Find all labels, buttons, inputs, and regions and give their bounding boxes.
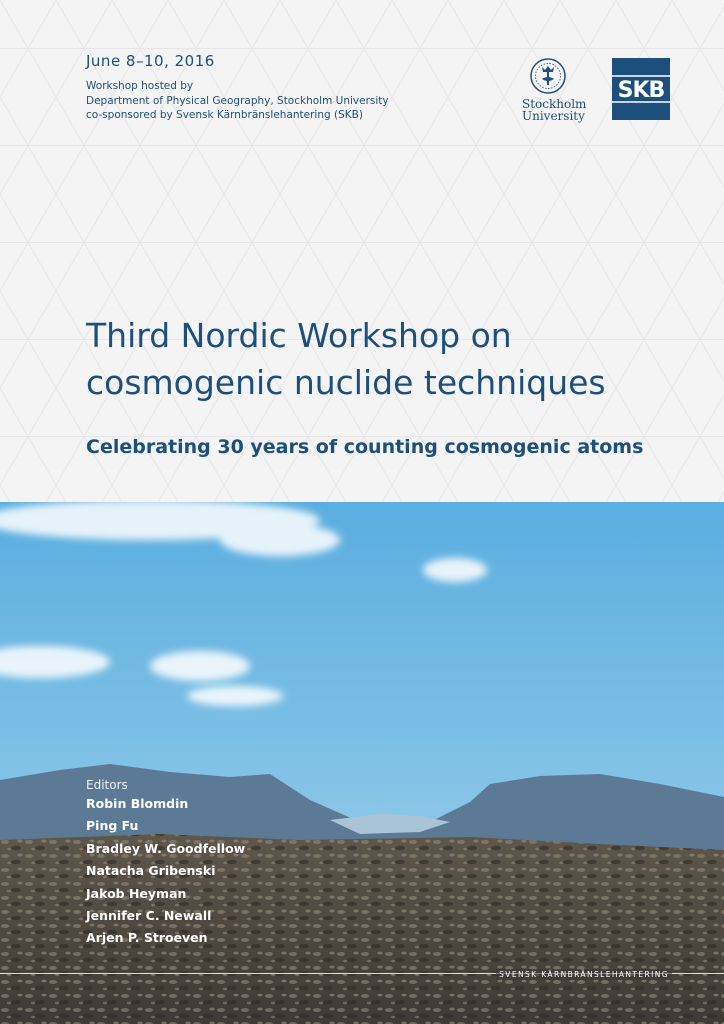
host-line: Workshop hosted by bbox=[86, 80, 194, 92]
university-name-line: University bbox=[522, 109, 585, 123]
skb-logo-text: SKB bbox=[617, 78, 665, 103]
page-subtitle: Celebrating 30 years of counting cosmogenic atoms bbox=[86, 436, 644, 458]
university-name-line: Stockholm bbox=[522, 97, 587, 111]
editor-name: Robin Blomdin bbox=[86, 796, 189, 811]
university-name bbox=[522, 98, 594, 122]
editor-name: Bradley W. Goodfellow bbox=[86, 840, 246, 856]
editor-name: Arjen P. Stroeven bbox=[86, 930, 208, 946]
title-line: cosmogenic nuclide techniques bbox=[86, 363, 606, 402]
title-line: Third Nordic Workshop on bbox=[86, 316, 512, 355]
editor-name: Jennifer C. Newall bbox=[86, 908, 212, 924]
editors-block bbox=[86, 777, 245, 950]
host-line: co-sponsored by Svensk Kärnbränslehantering (SKB) bbox=[86, 109, 363, 121]
university-seal-icon bbox=[528, 56, 568, 96]
page-title bbox=[86, 312, 606, 406]
workshop-date: June 8–10, 2016 bbox=[86, 52, 215, 70]
skb-logo bbox=[612, 58, 670, 120]
footer-label: SVENSK KÄRNBRÄNSLEHANTERING bbox=[496, 969, 672, 980]
editor-name: Ping Fu bbox=[86, 818, 139, 834]
host-line: Department of Physical Geography, Stockholm University bbox=[86, 94, 389, 107]
stockholm-university-logo bbox=[522, 56, 594, 122]
editors-label: Editors bbox=[86, 778, 128, 792]
header-area bbox=[0, 0, 724, 502]
host-info bbox=[86, 79, 389, 123]
editor-name: Jakob Heyman bbox=[86, 885, 187, 901]
cover-photo bbox=[0, 502, 724, 1024]
editor-name: Natacha Gribenski bbox=[86, 863, 216, 879]
